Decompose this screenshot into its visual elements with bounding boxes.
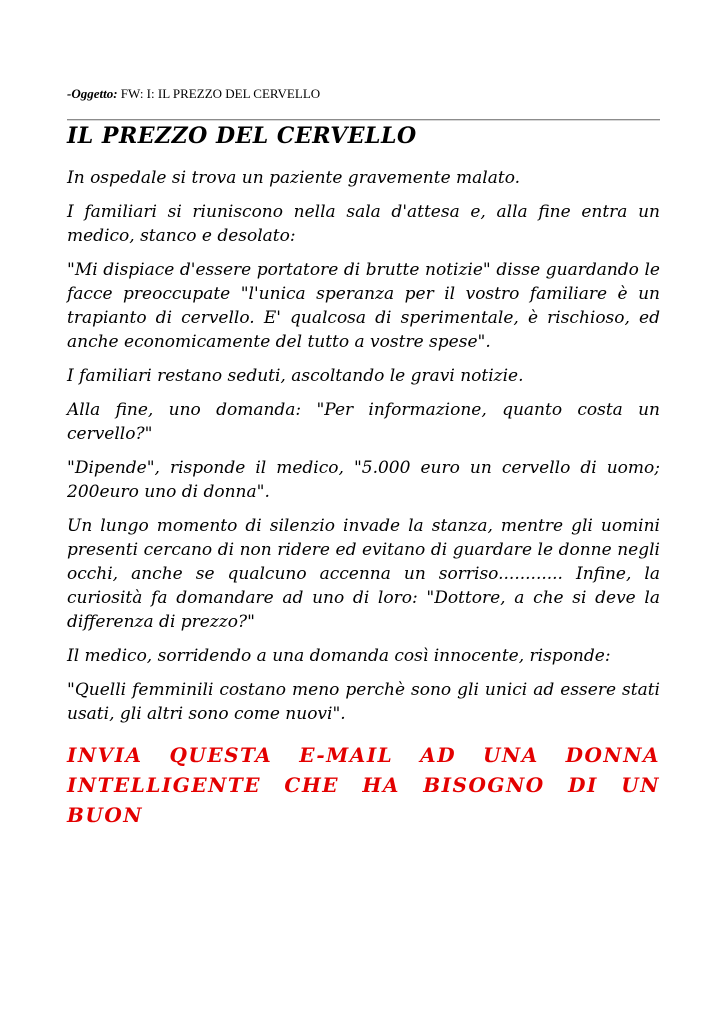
paragraph: "Mi dispiace d'essere portatore di brutte notizie" disse guardando le facce preoccupate "l'unica speranza per il vostro familiare è un trapianto di cervello. E' qualcosa di sperimentale, è rischioso, ed anche economicamente del tutto a vostre spese". <box>67 260 660 352</box>
closing-call-to-action: INVIA QUESTA E-MAIL AD UNA DONNA INTELLIGENTE CHE HA BISOGNO DI UN BUON <box>67 743 660 827</box>
paragraph: "Quelli femminili costano meno perchè sono gli unici ad essere stati usati, gli altri sono come nuovi". <box>67 680 660 724</box>
header-divider <box>67 119 660 121</box>
paragraph: Un lungo momento di silenzio invade la stanza, mentre gli uomini presenti cercano di non ridere ed evitano di guardare le donne negli occhi, anche se qualcuno accenna un sorriso............ Infine, la curiosità fa domandare ad uno di loro: "Dottore, a che si deve la differenza di prezzo?" <box>67 516 660 632</box>
paragraph: Il medico, sorridendo a una domanda così innocente, risponde: <box>67 646 611 666</box>
paragraph: I familiari si riuniscono nella sala d'attesa e, alla fine entra un medico, stanco e desolato: <box>67 202 660 246</box>
paragraph: I familiari restano seduti, ascoltando le gravi notizie. <box>67 366 524 386</box>
subject-label: -Oggetto: <box>67 86 118 101</box>
document-title: IL PREZZO DEL CERVELLO <box>67 123 417 149</box>
paragraph: In ospedale si trova un paziente gravemente malato. <box>67 168 521 188</box>
document-body <box>67 166 660 840</box>
paragraph: "Dipende", risponde il medico, "5.000 euro un cervello di uomo; 200euro uno di donna". <box>67 458 660 502</box>
paragraph: Alla fine, uno domanda: "Per informazione, quanto costa un cervello?" <box>67 400 660 444</box>
subject-value: FW: I: IL PREZZO DEL CERVELLO <box>117 86 321 101</box>
email-subject-line <box>67 86 320 102</box>
